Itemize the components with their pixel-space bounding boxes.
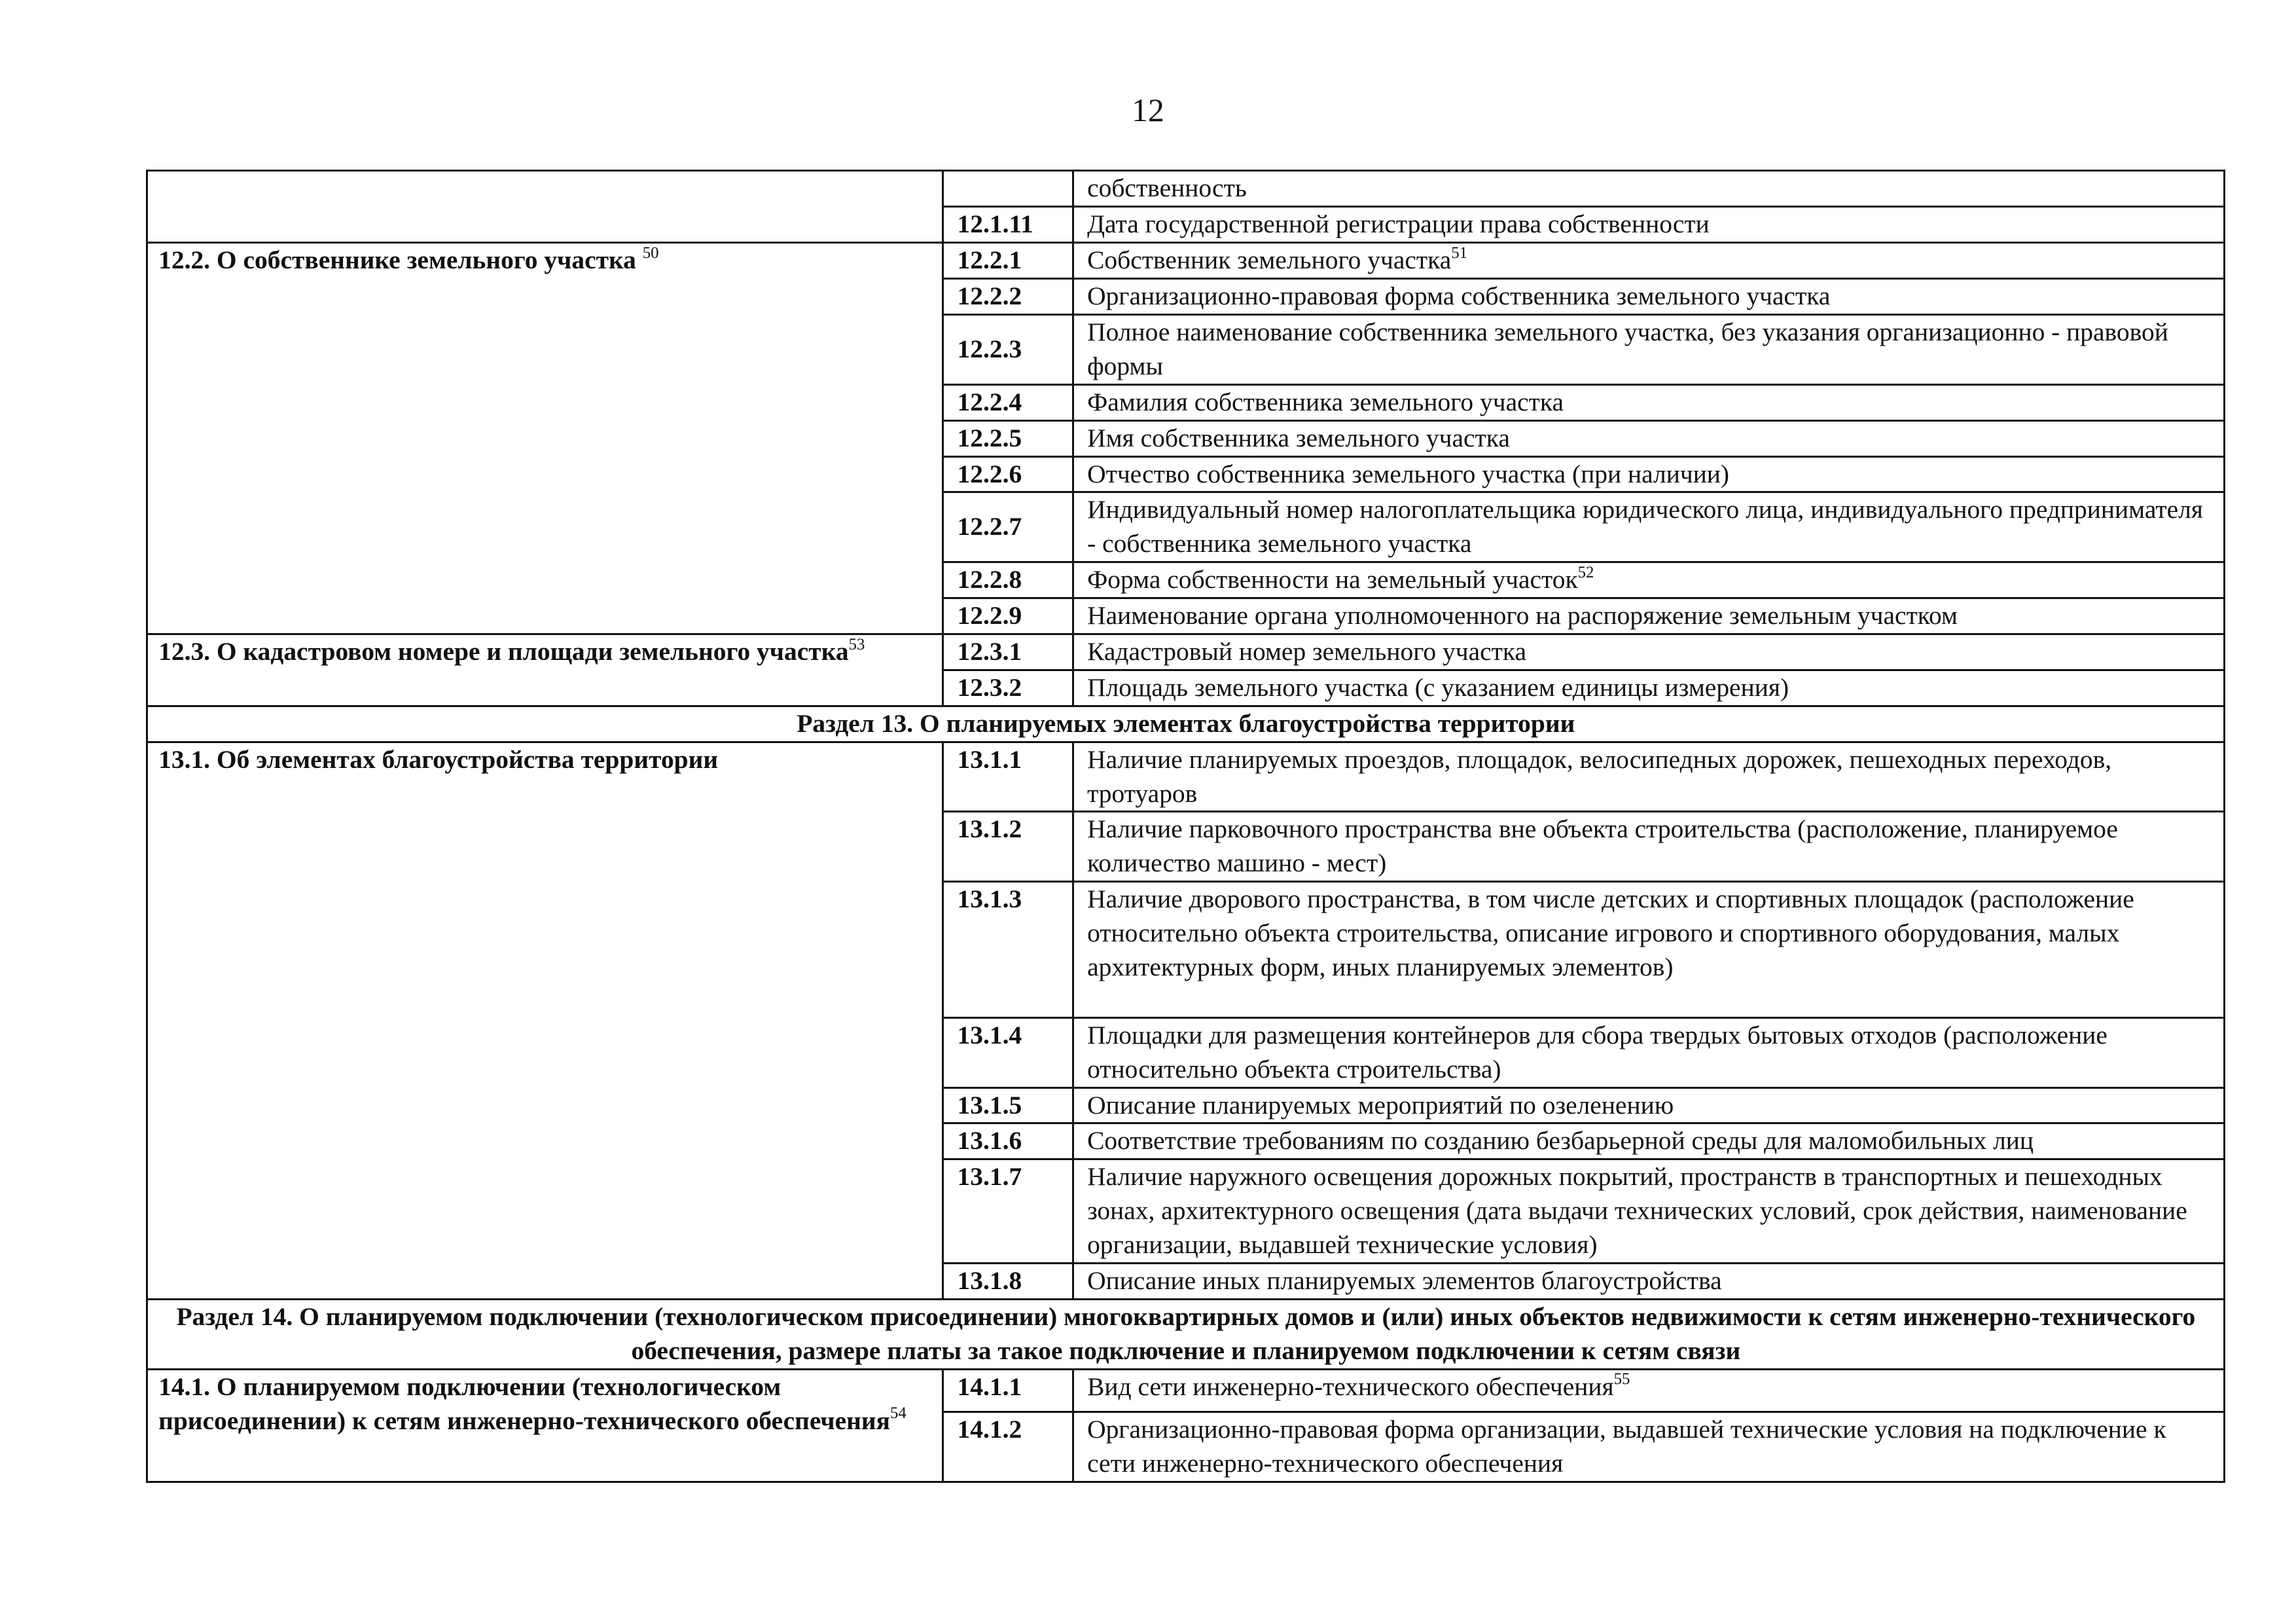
item-description: Полное наименование собственника земельного участка, без указания организационно - правовой формы: [1073, 314, 2225, 384]
section-heading-13: Раздел 13. О планируемых элементах благоустройства территории: [147, 706, 2225, 742]
item-code: 12.2.1: [943, 243, 1073, 279]
section-title-13-1: 13.1. Об элементах благоустройства территории: [147, 742, 943, 1299]
footnote-marker: 55: [1613, 1370, 1630, 1389]
item-description: Фамилия собственника земельного участка: [1073, 384, 2225, 420]
item-code: 14.1.2: [943, 1412, 1073, 1482]
item-code: 12.2.5: [943, 420, 1073, 456]
item-description: Дата государственной регистрации права собственности: [1073, 207, 2225, 243]
footnote-marker: 53: [848, 635, 865, 653]
item-text: Вид сети инженерно-технического обеспечения: [1087, 1372, 1614, 1401]
item-code: 13.1.3: [943, 882, 1073, 1018]
table-row: [147, 706, 2225, 742]
table-row: [147, 171, 2225, 207]
section-title-14-1: [147, 1369, 943, 1482]
item-code: 12.2.9: [943, 598, 1073, 634]
table-row: [147, 742, 2225, 812]
item-description: Индивидуальный номер налогоплательщика юридического лица, индивидуального предпринимателя - собственника земельного участка: [1073, 492, 2225, 562]
item-text: Собственник земельного участка: [1087, 246, 1452, 275]
section-cell-empty: [147, 171, 943, 243]
item-code: 13.1.4: [943, 1017, 1073, 1087]
item-code: 13.1.7: [943, 1159, 1073, 1264]
item-code: 14.1.1: [943, 1369, 1073, 1412]
item-code: 12.2.2: [943, 279, 1073, 315]
table-row: [147, 1369, 2225, 1412]
item-description: [1073, 1369, 2225, 1412]
footnote-marker: 54: [889, 1404, 906, 1423]
item-code: 12.2.4: [943, 384, 1073, 420]
item-description: Описание иных планируемых элементов благоустройства: [1073, 1264, 2225, 1300]
item-description: Площадь земельного участка (с указанием единицы измерения): [1073, 670, 2225, 706]
section-title-text: 14.1. О планируемом подключении (технологическом присоединении) к сетям инженерно-технического обеспечения: [158, 1372, 890, 1435]
item-description: собственность: [1073, 171, 2225, 207]
section-title-12-3: [147, 634, 943, 706]
page-number: 12: [1132, 92, 1164, 128]
item-description: Площадки для размещения контейнеров для сбора твердых бытовых отходов (расположение относительно объекта строительства): [1073, 1017, 2225, 1087]
footnote-marker: 51: [1451, 244, 1468, 262]
footnote-marker: 50: [642, 244, 659, 262]
item-text: Форма собственности на земельный участок: [1087, 565, 1578, 594]
item-description: Описание планируемых мероприятий по озеленению: [1073, 1087, 2225, 1123]
item-code: 13.1.1: [943, 742, 1073, 812]
item-description: Наличие дворового пространства, в том числе детских и спортивных площадок (расположение относительно объекта строительства, описание игрового и спортивного оборудования, малых архитектурных форм, иных планируемых элементов): [1073, 882, 2225, 1018]
section-heading-14: Раздел 14. О планируемом подключении (технологическом присоединении) многоквартирных домов и (или) иных объектов недвижимости к сетям инженерно-технического обеспечения, размере платы за такое подключение и планируемом подключении к сетям связи: [147, 1299, 2225, 1369]
item-code: 12.2.8: [943, 562, 1073, 598]
section-title-text: 12.2. О собственнике земельного участка: [158, 246, 636, 275]
footnote-marker: 52: [1577, 563, 1594, 581]
item-description: Наличие парковочного пространства вне объекта строительства (расположение, планируемое количество машино - мест): [1073, 812, 2225, 882]
item-description: Организационно-правовая форма собственника земельного участка: [1073, 279, 2225, 315]
item-description: Организационно-правовая форма организации, выдавшей технические условия на подключение к сети инженерно-технического обеспечения: [1073, 1412, 2225, 1482]
item-description: [1073, 562, 2225, 598]
item-code: [943, 171, 1073, 207]
item-description: Наличие наружного освещения дорожных покрытий, пространств в транспортных и пешеходных зонах, архитектурного освещения (дата выдачи технических условий, срок действия, наименование организации, выдавшей технические условия): [1073, 1159, 2225, 1264]
item-description: Имя собственника земельного участка: [1073, 420, 2225, 456]
table-row: [147, 1299, 2225, 1369]
item-description: [1073, 243, 2225, 279]
registry-table: [146, 170, 2225, 1482]
item-code: 13.1.2: [943, 812, 1073, 882]
item-description: Кадастровый номер земельного участка: [1073, 634, 2225, 670]
item-code: 13.1.6: [943, 1123, 1073, 1159]
item-code: 13.1.5: [943, 1087, 1073, 1123]
item-code: 12.3.1: [943, 634, 1073, 670]
table-row: [147, 243, 2225, 279]
item-description: Наименование органа уполномоченного на распоряжение земельным участком: [1073, 598, 2225, 634]
item-code: 12.1.11: [943, 207, 1073, 243]
item-description: Соответствие требованиям по созданию безбарьерной среды для маломобильных лиц: [1073, 1123, 2225, 1159]
item-description: Наличие планируемых проездов, площадок, велосипедных дорожек, пешеходных переходов, тротуаров: [1073, 742, 2225, 812]
section-title-text: 12.3. О кадастровом номере и площади земельного участка: [158, 637, 849, 666]
section-title-12-2: [147, 243, 943, 634]
item-code: 13.1.8: [943, 1264, 1073, 1300]
item-code: 12.2.3: [943, 314, 1073, 384]
item-code: 12.2.7: [943, 492, 1073, 562]
item-code: 12.2.6: [943, 456, 1073, 492]
item-description: Отчество собственника земельного участка (при наличии): [1073, 456, 2225, 492]
item-code: 12.3.2: [943, 670, 1073, 706]
table-row: [147, 634, 2225, 670]
